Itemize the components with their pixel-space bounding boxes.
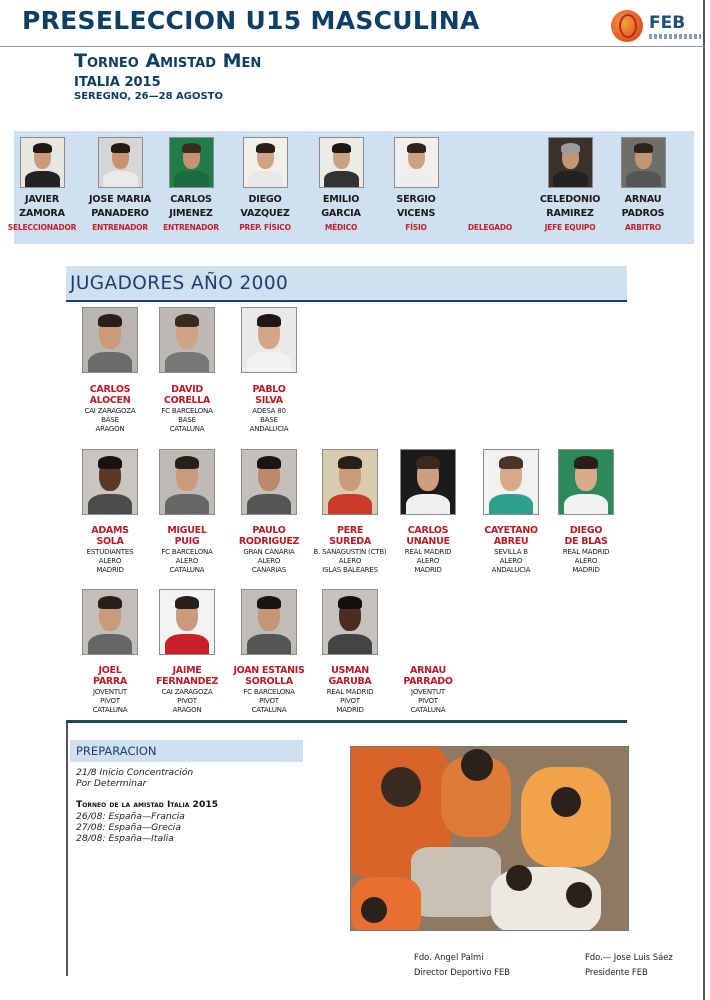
player-photo-8 (400, 449, 456, 515)
logo-subtitle-lines (649, 34, 701, 39)
staff-first-name: SERGIO (396, 194, 436, 205)
staff-role: FÍSIO (405, 223, 427, 232)
player-club: REAL MADRID (404, 548, 452, 556)
player-first-name: MIGUEL (167, 525, 207, 536)
staff-first-name: DIEGO (248, 194, 282, 205)
player-first-name: ARNAU (410, 665, 446, 676)
player-first-name: JOEL (98, 665, 122, 676)
player-region: MADRID (572, 566, 600, 574)
player-photo-5 (159, 449, 215, 515)
player-club: ESTUDIANTES (86, 548, 134, 556)
player-last-name: PARRADO (403, 676, 453, 687)
player-first-name: CARLOS (407, 525, 449, 536)
preparacion-title: PREPARACION (76, 744, 157, 758)
player-region: ANDALUCIA (249, 425, 289, 433)
player-last-name: FERNANDEZ (155, 676, 219, 687)
player-club: FC BARCELONA (161, 407, 213, 415)
player-last-name: PUIG (174, 536, 200, 547)
player-region: MADRID (336, 706, 364, 714)
staff-first-name: CELEDONIO (539, 194, 601, 205)
player-last-name: SOLA (96, 536, 124, 547)
player-region: ARAGON (172, 706, 202, 714)
player-photo-13 (241, 589, 297, 655)
player-photo-1 (82, 307, 138, 373)
player-last-name: ABREU (493, 536, 529, 547)
player-region: CATALUNA (169, 425, 205, 433)
staff-last-name: VAZQUEZ (240, 208, 290, 219)
right-border-rule (703, 0, 705, 1000)
player-club: FC BARCELONA (161, 548, 213, 556)
player-position: ALERO (338, 557, 362, 565)
tournament-heading: Torneo de la amistad Italia 2015 (76, 799, 219, 810)
player-first-name: PERE (336, 525, 364, 536)
staff-first-name: EMILIO (322, 194, 360, 205)
staff-role: DELEGADO (467, 223, 513, 232)
player-club: JOVENTUT (93, 688, 127, 696)
player-last-name: GARUBA (328, 676, 372, 687)
player-region: ARAGON (95, 425, 125, 433)
player-first-name: JOAN ESTANIS (233, 665, 305, 676)
player-region: CATALUNA (251, 706, 287, 714)
staff-photo-8 (548, 137, 593, 188)
player-position: ALERO (175, 557, 199, 565)
player-region: MADRID (414, 566, 442, 574)
staff-last-name: RAMIREZ (546, 208, 594, 219)
player-last-name: SILVA (255, 395, 283, 406)
section-rule (66, 300, 627, 302)
game-1: 26/08: España—Francia (76, 811, 185, 822)
player-position: PIVOT (418, 697, 438, 705)
player-region: ISLAS BALEARES (322, 566, 378, 574)
player-position: BASE (101, 416, 119, 424)
staff-role: ARBITRO (625, 223, 661, 232)
player-photo-9 (483, 449, 539, 515)
staff-photo-6 (394, 137, 439, 188)
prep-line-2: Por Determinar (76, 778, 147, 789)
players-bottom-rule (66, 720, 627, 723)
player-first-name: USMAN (331, 665, 369, 676)
player-photo-3 (241, 307, 297, 373)
event-location: ITALIA 2015 (74, 75, 161, 90)
staff-first-name: JOSE MARIA (89, 194, 151, 205)
player-last-name: CORELLA (163, 395, 211, 406)
staff-last-name: JIMENEZ (169, 208, 213, 219)
player-club: CAI ZARAGOZA (84, 407, 136, 415)
staff-role: ENTRENADOR (163, 223, 219, 232)
player-club: JOVENTUT (411, 688, 445, 696)
player-position: ALERO (574, 557, 598, 565)
player-first-name: ADAMS (91, 525, 129, 536)
player-photo-12 (159, 589, 215, 655)
player-first-name: DAVID (171, 384, 203, 395)
player-position: ALERO (499, 557, 523, 565)
player-photo-11 (82, 589, 138, 655)
player-last-name: UNANUE (406, 536, 450, 547)
player-position: PIVOT (259, 697, 279, 705)
player-last-name: SUREDA (329, 536, 371, 547)
players-section-header (66, 266, 627, 300)
signature-2-name: Fdo.— Jose Luis Sáez (585, 952, 673, 962)
staff-last-name: GARCIA (321, 208, 361, 219)
header-rule (0, 46, 705, 47)
player-position: ALERO (257, 557, 281, 565)
player-photo-14 (322, 589, 378, 655)
player-last-name: DE BLAS (564, 536, 608, 547)
player-last-name: RODRIGUEZ (238, 536, 300, 547)
player-last-name: ALOCEN (89, 395, 131, 406)
prep-line-1: 21/8 Inicio Concentración (76, 767, 194, 778)
staff-role: JEFE EQUIPO (544, 223, 596, 232)
player-region: CANARIAS (251, 566, 287, 574)
preparacion-header (70, 740, 303, 762)
player-photo-6 (241, 449, 297, 515)
staff-last-name: VICENS (396, 208, 436, 219)
player-last-name: PARRA (93, 676, 127, 687)
player-club: B. SANAGUSTIN (CTB) (313, 548, 387, 556)
staff-role: PREP. FÍSICO (239, 223, 291, 232)
player-club: GRAN CANARIA (243, 548, 295, 556)
player-position: PIVOT (100, 697, 120, 705)
signature-2-title: Presidente FEB (585, 967, 648, 977)
player-club: CAI ZARAGOZA (161, 688, 213, 696)
player-region: ANDALUCIA (491, 566, 531, 574)
player-photo-4 (82, 449, 138, 515)
game-2: 27/08: España—Grecia (76, 822, 181, 833)
player-region: CATALUNA (410, 706, 446, 714)
player-photo-2 (159, 307, 215, 373)
player-position: ALERO (416, 557, 440, 565)
staff-role: SELECCIONADOR (7, 223, 77, 232)
staff-band (7, 131, 694, 244)
staff-photo-2 (98, 137, 143, 188)
player-first-name: DIEGO (569, 525, 603, 536)
player-club: FC BARCELONA (243, 688, 295, 696)
player-position: BASE (260, 416, 278, 424)
game-3: 28/08: España—Italia (76, 833, 174, 844)
player-first-name: JAIME (172, 665, 202, 676)
player-region: CATALUNA (169, 566, 205, 574)
player-first-name: PABLO (252, 384, 286, 395)
player-first-name: CAYETANO (484, 525, 538, 536)
player-club: REAL MADRID (562, 548, 610, 556)
player-first-name: CARLOS (89, 384, 131, 395)
signature-1-name: Fdo. Angel Palmi (414, 952, 484, 962)
staff-last-name: PANADERO (91, 208, 149, 219)
signature-1-title: Director Deportivo FEB (414, 967, 510, 977)
player-photo-10 (558, 449, 614, 515)
staff-photo-9 (621, 137, 666, 188)
player-first-name: PAULO (252, 525, 286, 536)
team-huddle-photo (350, 746, 629, 931)
event-venue-dates: SEREGNO, 26—28 AGOSTO (74, 91, 223, 102)
player-position: PIVOT (340, 697, 360, 705)
logo-text: FEB (649, 13, 686, 33)
signature-block-1 (414, 950, 510, 980)
signature-block-2 (585, 950, 673, 980)
player-last-name: SOROLLA (245, 676, 293, 687)
feb-logo (611, 10, 701, 44)
event-name: Torneo Amistad Men (74, 50, 262, 72)
player-position: ALERO (98, 557, 122, 565)
player-photo-7 (322, 449, 378, 515)
staff-first-name: JAVIER (24, 194, 60, 205)
staff-last-name: PADROS (621, 208, 665, 219)
page-title: PRESELECCION U15 MASCULINA (22, 6, 480, 35)
player-club: ADESA 80 (252, 407, 286, 415)
player-region: CATALUNA (92, 706, 128, 714)
staff-photo-5 (319, 137, 364, 188)
player-club: SEVILLA B (494, 548, 528, 556)
staff-last-name: ZAMORA (19, 208, 65, 219)
staff-first-name: CARLOS (170, 194, 212, 205)
player-position: BASE (178, 416, 196, 424)
player-position: PIVOT (177, 697, 197, 705)
player-region: MADRID (96, 566, 124, 574)
staff-first-name: ARNAU (624, 194, 662, 205)
staff-role: ENTRENADOR (92, 223, 148, 232)
left-vertical-rule (66, 723, 68, 976)
staff-photo-3 (169, 137, 214, 188)
basketball-logo-icon (611, 10, 643, 42)
staff-role: MÉDICO (324, 223, 358, 232)
staff-photo-4 (243, 137, 288, 188)
section-title: JUGADORES AÑO 2000 (70, 273, 289, 294)
player-club: REAL MADRID (326, 688, 374, 696)
staff-photo-1 (20, 137, 65, 188)
